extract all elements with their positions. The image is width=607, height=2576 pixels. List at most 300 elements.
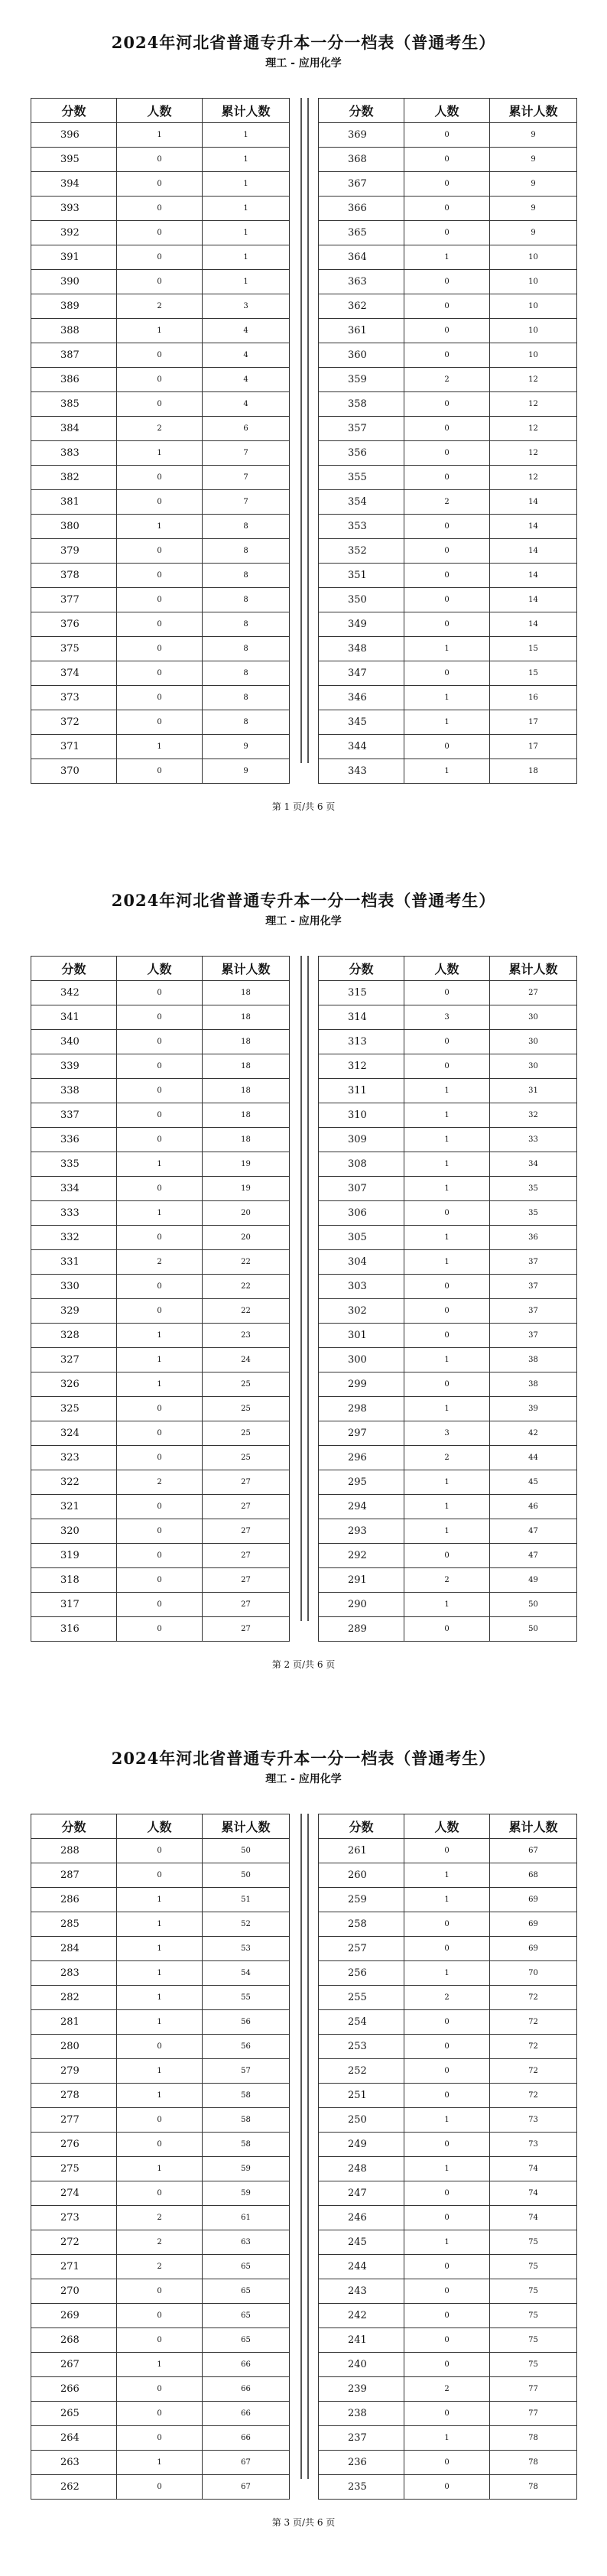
count-cell: 1 [117,1888,203,1912]
score-cell: 363 [319,270,404,294]
count-cell: 1 [117,2451,203,2475]
score-cell: 379 [31,539,117,564]
count-cell: 3 [404,1005,490,1030]
cumulative-cell: 16 [490,686,577,710]
score-cell: 353 [319,515,404,539]
cumulative-cell: 9 [203,759,290,784]
cumulative-cell: 65 [203,2255,290,2279]
cumulative-cell: 1 [203,221,290,245]
cumulative-cell: 34 [490,1152,577,1177]
score-cell: 343 [319,759,404,784]
cumulative-cell: 44 [490,1446,577,1470]
cumulative-cell: 78 [490,2451,577,2475]
count-cell: 1 [117,1348,203,1372]
count-cell: 2 [404,2377,490,2402]
cumulative-cell: 32 [490,1103,577,1128]
count-cell: 0 [117,2108,203,2133]
score-cell: 292 [319,1544,404,1568]
count-cell: 0 [117,1079,203,1103]
cumulative-cell: 56 [203,2035,290,2059]
score-cell: 349 [319,612,404,637]
score-cell: 390 [31,270,117,294]
table-row [319,2230,577,2255]
score-cell: 327 [31,1348,117,1372]
count-cell: 1 [404,1961,490,1986]
count-cell: 0 [404,2304,490,2328]
cumulative-cell: 67 [203,2451,290,2475]
cumulative-cell: 9 [490,123,577,148]
count-cell: 0 [404,564,490,588]
table-row [31,1275,290,1299]
count-cell: 2 [404,490,490,515]
count-cell: 0 [404,1299,490,1324]
table-row [319,1544,577,1568]
cumulative-cell: 8 [203,588,290,612]
count-cell: 1 [404,1128,490,1152]
cumulative-cell: 25 [203,1372,290,1397]
table-row [31,515,290,539]
score-cell: 339 [31,1054,117,1079]
table-row [319,2010,577,2035]
score-cell: 304 [319,1250,404,1275]
table-row [31,2255,290,2279]
score-cell: 355 [319,466,404,490]
table-row [319,123,577,148]
table-row [31,1103,290,1128]
table-row [319,1937,577,1961]
cumulative-cell: 50 [490,1593,577,1617]
count-cell: 2 [404,368,490,392]
table-row [319,1397,577,1421]
table-row [319,2035,577,2059]
score-header: 分数 [31,99,117,123]
score-cell: 320 [31,1519,117,1544]
count-cell: 0 [117,686,203,710]
score-cell: 368 [319,148,404,172]
cumulative-cell: 47 [490,1519,577,1544]
count-cell: 1 [404,245,490,270]
count-cell: 0 [117,1030,203,1054]
cumulative-header: 累计人数 [490,957,577,981]
count-cell: 0 [404,270,490,294]
score-cell: 333 [31,1201,117,1226]
count-cell: 0 [404,2059,490,2084]
cumulative-cell: 30 [490,1054,577,1079]
table-row [319,1421,577,1446]
table-row [319,1103,577,1128]
count-cell: 0 [404,1544,490,1568]
page-footer: 第 2 页/共 6 页 [271,1659,336,1670]
count-cell: 1 [404,686,490,710]
score-cell: 348 [319,637,404,661]
count-cell: 1 [117,1152,203,1177]
table-row [319,515,577,539]
cumulative-cell: 55 [203,1986,290,2010]
cumulative-cell: 23 [203,1324,290,1348]
count-cell: 0 [404,1617,490,1642]
table-row [31,1495,290,1519]
score-cell: 322 [31,1470,117,1495]
table-row [319,417,577,441]
score-cell: 290 [319,1593,404,1617]
score-cell: 250 [319,2108,404,2133]
table-row [319,1299,577,1324]
cumulative-cell: 61 [203,2206,290,2230]
left-score-table [31,98,290,784]
count-cell: 1 [404,1519,490,1544]
score-cell: 252 [319,2059,404,2084]
cumulative-cell: 8 [203,564,290,588]
count-cell: 0 [404,1030,490,1054]
table-row [319,1470,577,1495]
score-cell: 283 [31,1961,117,1986]
table-row [319,981,577,1005]
score-cell: 301 [319,1324,404,1348]
table-row [319,1226,577,1250]
cumulative-cell: 4 [203,368,290,392]
count-cell: 0 [117,1005,203,1030]
page-footer: 第 3 页/共 6 页 [271,2517,336,2528]
cumulative-cell: 1 [203,270,290,294]
column-divider [307,956,309,1621]
table-row [31,319,290,343]
count-cell: 0 [404,515,490,539]
count-cell: 0 [117,1421,203,1446]
cumulative-cell: 22 [203,1250,290,1275]
table-row [31,197,290,221]
score-cell: 303 [319,1275,404,1299]
table-row [319,1372,577,1397]
cumulative-cell: 14 [490,515,577,539]
count-cell: 0 [404,661,490,686]
cumulative-cell: 10 [490,270,577,294]
score-cell: 358 [319,392,404,417]
table-row [31,2108,290,2133]
table-row [319,1079,577,1103]
table-row [31,1544,290,1568]
cumulative-cell: 25 [203,1397,290,1421]
score-cell: 246 [319,2206,404,2230]
count-cell: 0 [404,2206,490,2230]
count-cell: 0 [117,1128,203,1152]
count-cell: 0 [117,661,203,686]
table-row [31,2133,290,2157]
score-cell: 298 [319,1397,404,1421]
table-row [319,1888,577,1912]
table-row [31,172,290,197]
score-cell: 281 [31,2010,117,2035]
table-row [319,661,577,686]
cumulative-cell: 73 [490,2133,577,2157]
table-row [319,2059,577,2084]
cumulative-cell: 9 [490,172,577,197]
cumulative-cell: 77 [490,2402,577,2426]
cumulative-cell: 1 [203,123,290,148]
table-row [319,1961,577,1986]
table-row [319,368,577,392]
score-cell: 321 [31,1495,117,1519]
cumulative-cell: 69 [490,1912,577,1937]
cumulative-cell: 18 [203,981,290,1005]
score-cell: 266 [31,2377,117,2402]
table-row [319,2377,577,2402]
table-row [319,1275,577,1299]
score-cell: 392 [31,221,117,245]
cumulative-cell: 37 [490,1250,577,1275]
score-cell: 285 [31,1912,117,1937]
table-row [31,1226,290,1250]
cumulative-cell: 4 [203,392,290,417]
cumulative-cell: 74 [490,2206,577,2230]
cumulative-cell: 75 [490,2304,577,2328]
table-row [31,270,290,294]
table-row [319,1568,577,1593]
cumulative-cell: 10 [490,319,577,343]
count-header: 人数 [404,1814,490,1839]
score-cell: 245 [319,2230,404,2255]
cumulative-cell: 49 [490,1568,577,1593]
cumulative-cell: 14 [490,588,577,612]
table-row [31,2353,290,2377]
cumulative-cell: 27 [203,1519,290,1544]
table-row [31,661,290,686]
table-row [31,2059,290,2084]
cumulative-cell: 72 [490,2010,577,2035]
cumulative-header: 累计人数 [203,957,290,981]
count-cell: 0 [404,2010,490,2035]
cumulative-cell: 66 [203,2426,290,2451]
count-cell: 0 [117,1054,203,1079]
score-cell: 367 [319,172,404,197]
score-cell: 312 [319,1054,404,1079]
count-cell: 1 [404,2426,490,2451]
cumulative-cell: 27 [203,1568,290,1593]
page-3 [0,1716,607,2574]
cumulative-cell: 8 [203,686,290,710]
score-cell: 275 [31,2157,117,2181]
cumulative-cell: 14 [490,612,577,637]
count-cell: 0 [404,1054,490,1079]
score-cell: 277 [31,2108,117,2133]
table-row [319,1152,577,1177]
cumulative-cell: 70 [490,1961,577,1986]
score-cell: 389 [31,294,117,319]
count-cell: 0 [117,1593,203,1617]
count-cell: 1 [404,1177,490,1201]
score-cell: 366 [319,197,404,221]
count-cell: 0 [404,612,490,637]
table-row [31,294,290,319]
table-row [319,490,577,515]
count-cell: 0 [404,148,490,172]
table-row [31,2426,290,2451]
table-row [31,1372,290,1397]
cumulative-cell: 27 [203,1544,290,1568]
table-row [31,1177,290,1201]
page-subtitle: 理工 - 应用化学 [265,1773,342,1785]
cumulative-cell: 12 [490,417,577,441]
table-row [31,2010,290,2035]
table-header-row [31,1814,290,1839]
table-row [31,1568,290,1593]
table-row [319,2157,577,2181]
table-row [319,2255,577,2279]
count-cell: 0 [404,197,490,221]
table-row [31,1054,290,1079]
count-cell: 0 [404,1912,490,1937]
count-cell: 0 [117,2402,203,2426]
count-cell: 0 [404,588,490,612]
table-row [319,1128,577,1152]
cumulative-cell: 78 [490,2426,577,2451]
count-header: 人数 [117,99,203,123]
table-row [31,1937,290,1961]
count-cell: 0 [117,148,203,172]
count-cell: 1 [117,1201,203,1226]
cumulative-cell: 18 [203,1079,290,1103]
cumulative-cell: 12 [490,466,577,490]
score-cell: 311 [319,1079,404,1103]
cumulative-cell: 58 [203,2084,290,2108]
cumulative-cell: 47 [490,1544,577,1568]
score-cell: 378 [31,564,117,588]
cumulative-header: 累计人数 [203,99,290,123]
count-cell: 0 [117,1519,203,1544]
cumulative-cell: 63 [203,2230,290,2255]
count-cell: 0 [404,735,490,759]
count-cell: 0 [404,2475,490,2500]
score-cell: 360 [319,343,404,368]
score-cell: 324 [31,1421,117,1446]
score-cell: 294 [319,1495,404,1519]
count-cell: 1 [117,2010,203,2035]
cumulative-cell: 73 [490,2108,577,2133]
cumulative-cell: 66 [203,2353,290,2377]
table-row [319,539,577,564]
cumulative-cell: 33 [490,1128,577,1152]
table-row [319,2426,577,2451]
count-cell: 0 [117,981,203,1005]
cumulative-cell: 27 [203,1593,290,1617]
cumulative-cell: 35 [490,1201,577,1226]
table-row [31,1079,290,1103]
cumulative-cell: 75 [490,2279,577,2304]
table-row [31,2451,290,2475]
score-cell: 274 [31,2181,117,2206]
table-row [319,2451,577,2475]
count-cell: 0 [404,2353,490,2377]
table-row [319,1912,577,1937]
table-row [319,270,577,294]
cumulative-cell: 9 [490,197,577,221]
count-cell: 0 [117,1299,203,1324]
table-row [31,637,290,661]
score-cell: 244 [319,2255,404,2279]
table-row [319,1177,577,1201]
table-row [31,686,290,710]
score-cell: 313 [319,1030,404,1054]
count-cell: 1 [404,1863,490,1888]
score-header: 分数 [319,99,404,123]
table-row [319,2279,577,2304]
table-row [31,2328,290,2353]
cumulative-cell: 67 [490,1839,577,1863]
table-row [319,1863,577,1888]
cumulative-cell: 52 [203,1912,290,1937]
cumulative-cell: 8 [203,661,290,686]
cumulative-cell: 9 [490,148,577,172]
table-row [31,564,290,588]
cumulative-cell: 75 [490,2230,577,2255]
score-cell: 371 [31,735,117,759]
score-cell: 263 [31,2451,117,2475]
score-cell: 293 [319,1519,404,1544]
count-cell: 0 [117,392,203,417]
cumulative-cell: 10 [490,294,577,319]
score-cell: 286 [31,1888,117,1912]
count-cell: 1 [404,2108,490,2133]
table-row [31,1863,290,1888]
cumulative-cell: 77 [490,2377,577,2402]
score-cell: 269 [31,2304,117,2328]
score-cell: 247 [319,2181,404,2206]
table-row [319,1030,577,1054]
table-row [31,148,290,172]
cumulative-cell: 45 [490,1470,577,1495]
cumulative-cell: 8 [203,612,290,637]
score-cell: 357 [319,417,404,441]
table-row [31,1470,290,1495]
cumulative-cell: 1 [203,172,290,197]
score-cell: 243 [319,2279,404,2304]
score-cell: 308 [319,1152,404,1177]
score-cell: 264 [31,2426,117,2451]
count-cell: 0 [117,1397,203,1421]
count-cell: 0 [404,392,490,417]
count-cell: 1 [404,1079,490,1103]
page-subtitle: 理工 - 应用化学 [265,915,342,927]
table-row [31,368,290,392]
cumulative-cell: 4 [203,319,290,343]
score-cell: 278 [31,2084,117,2108]
count-cell: 0 [404,2084,490,2108]
table-row [31,1348,290,1372]
table-row [31,1446,290,1470]
score-cell: 316 [31,1617,117,1642]
count-cell: 0 [117,343,203,368]
count-cell: 2 [117,2230,203,2255]
table-row [31,2475,290,2500]
score-cell: 388 [31,319,117,343]
table-row [319,710,577,735]
table-row [319,2108,577,2133]
table-row [319,1201,577,1226]
count-cell: 1 [404,1888,490,1912]
score-cell: 237 [319,2426,404,2451]
count-cell: 0 [404,2181,490,2206]
count-cell: 2 [404,1446,490,1470]
cumulative-cell: 20 [203,1226,290,1250]
table-row [31,1617,290,1642]
count-cell: 0 [117,564,203,588]
table-row [319,2206,577,2230]
table-row [31,1986,290,2010]
score-cell: 260 [319,1863,404,1888]
count-header: 人数 [404,99,490,123]
table-row [31,1299,290,1324]
score-cell: 273 [31,2206,117,2230]
page-footer: 第 1 页/共 6 页 [271,801,336,812]
